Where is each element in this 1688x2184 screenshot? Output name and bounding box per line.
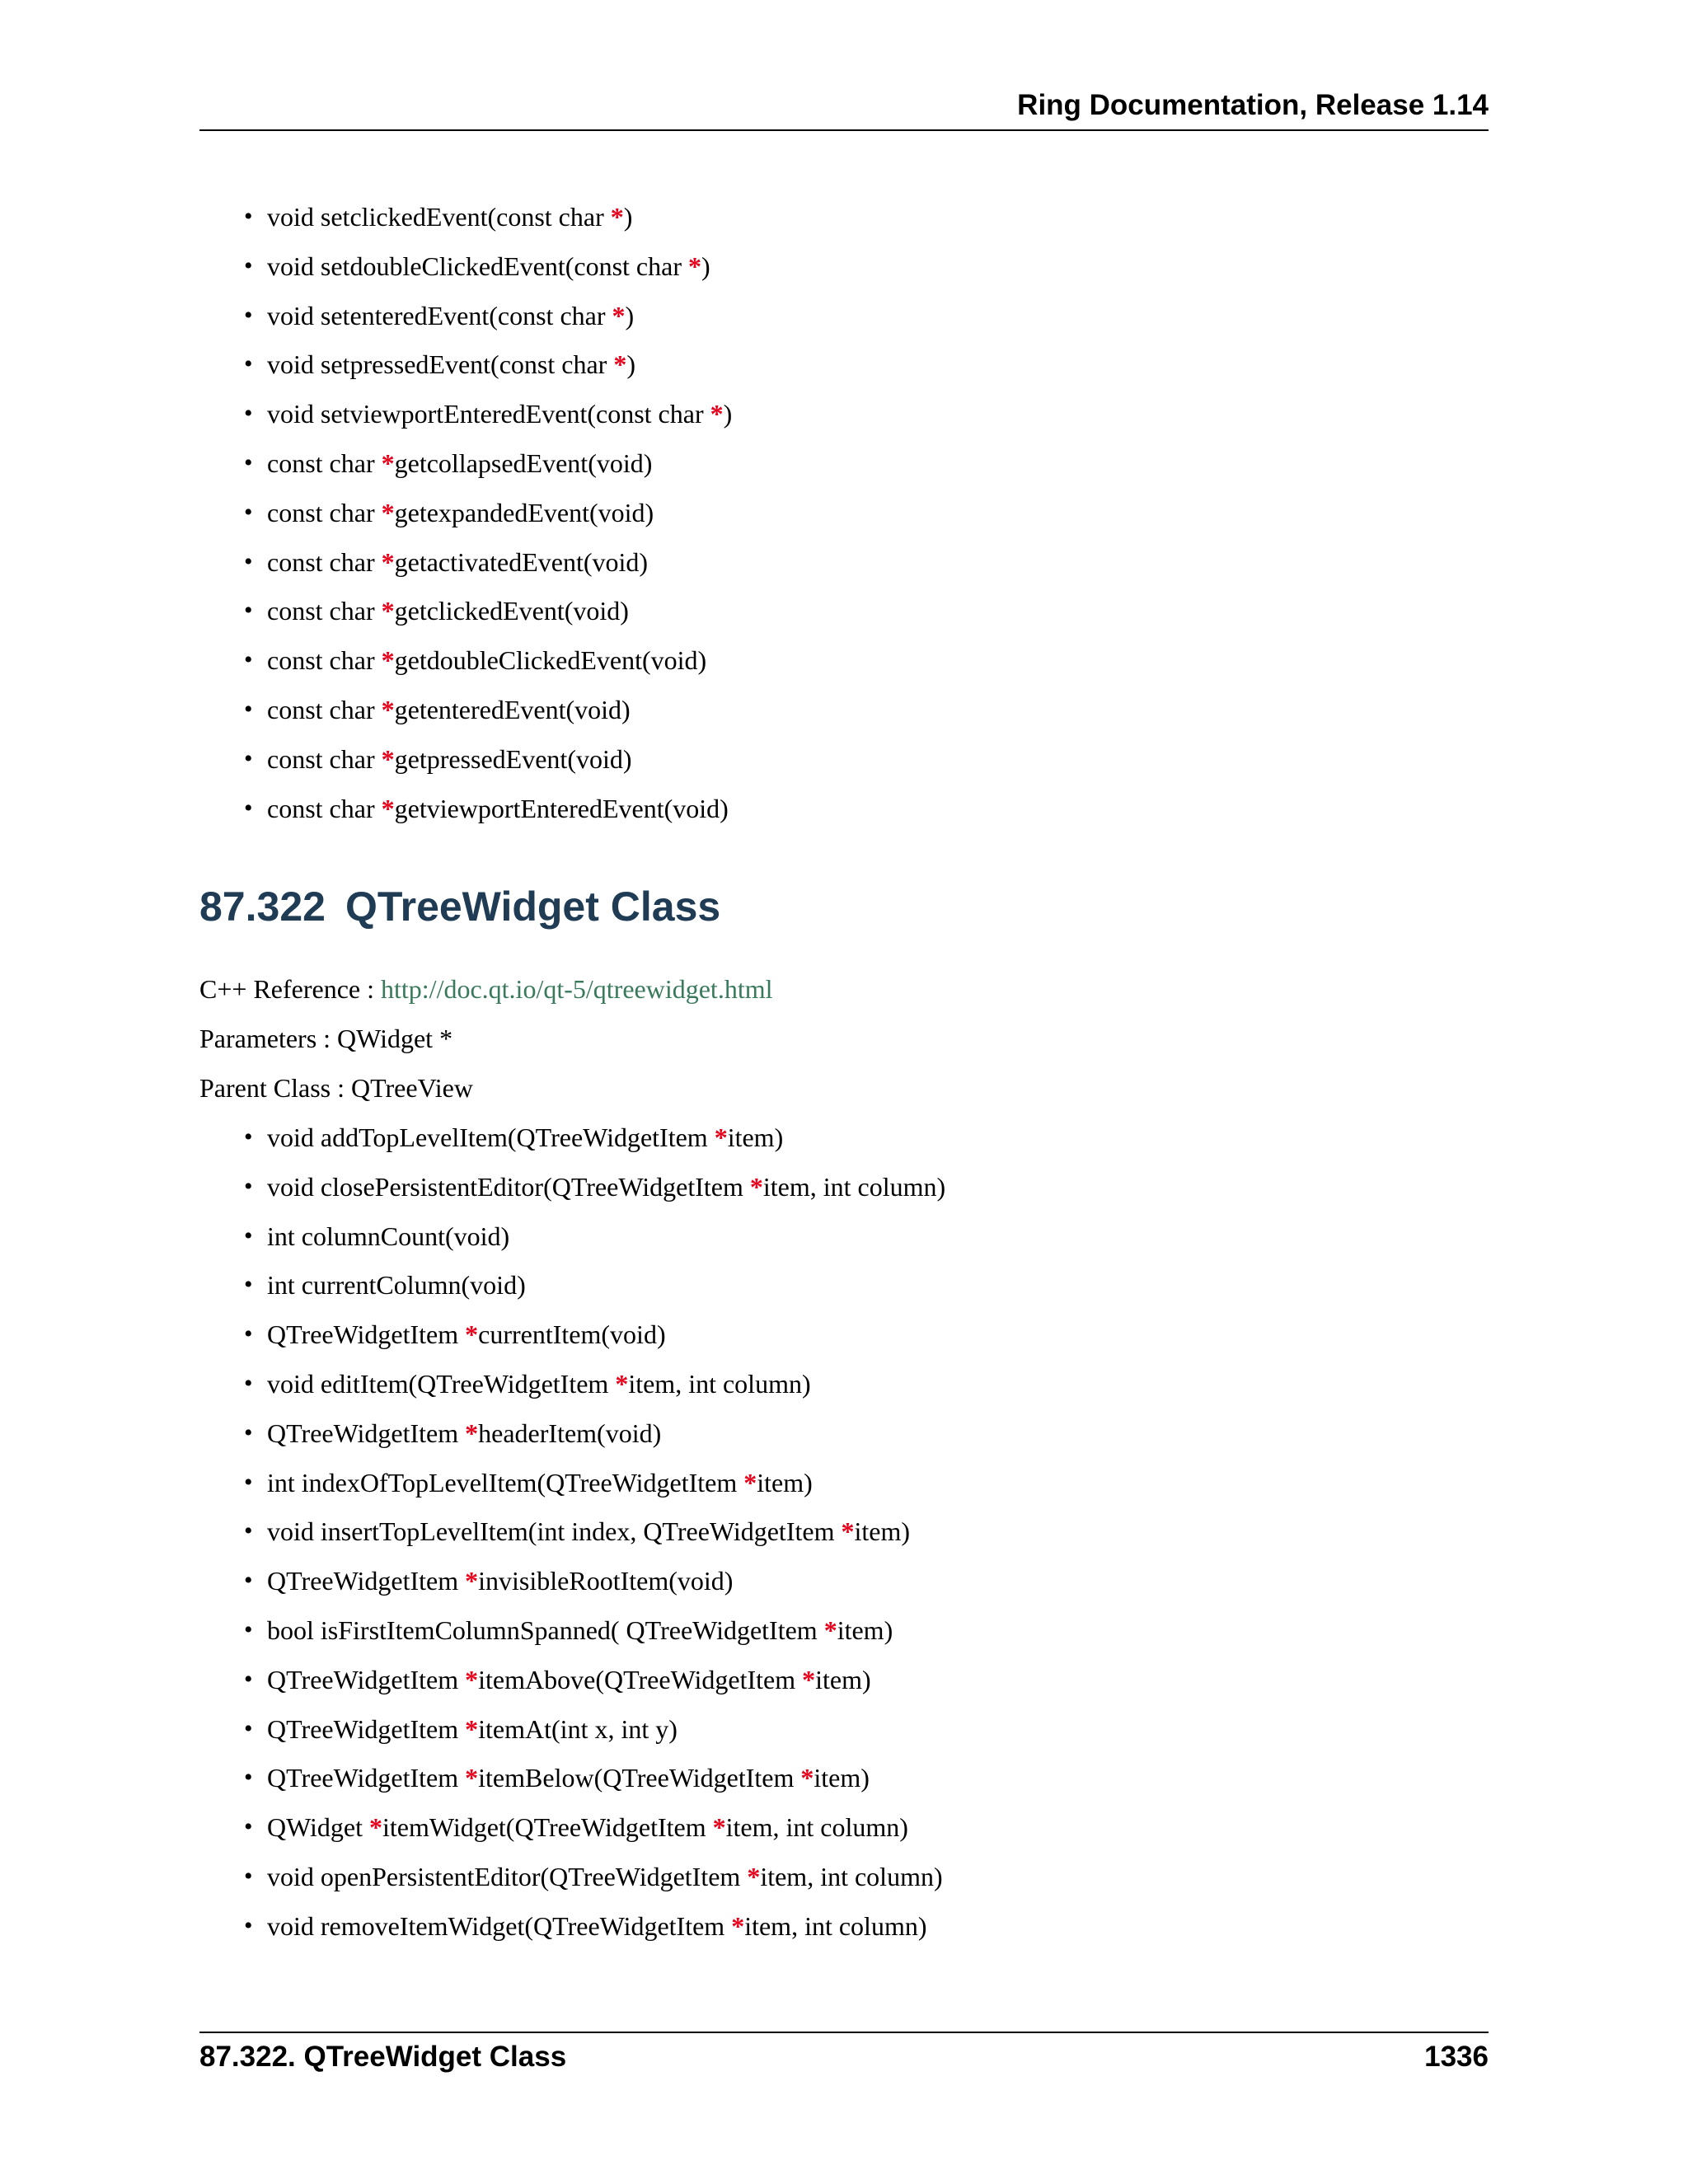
bullet-icon: • — [244, 203, 253, 230]
list-item — [244, 1162, 946, 1212]
item-text: const char — [267, 448, 382, 478]
page-number: 1336 — [1424, 2041, 1489, 2073]
footer-rule — [199, 2032, 1489, 2033]
item-text: ) — [625, 300, 635, 330]
pointer-asterisk: * — [369, 1812, 383, 1843]
pointer-asterisk: * — [712, 1812, 726, 1843]
pointer-asterisk: * — [381, 743, 395, 774]
pointer-asterisk: * — [381, 497, 395, 527]
list-item — [244, 1408, 662, 1458]
list-item — [244, 1901, 927, 1951]
item-text: itemBelow(QTreeWidgetItem — [478, 1763, 801, 1793]
item-text: getcollapsedEvent(void) — [394, 448, 653, 478]
item-text: headerItem(void) — [478, 1418, 662, 1448]
item-text: getviewportEnteredEvent(void) — [394, 793, 729, 823]
bullet-icon: • — [244, 1813, 253, 1841]
item-text: QTreeWidgetItem — [267, 1763, 466, 1793]
item-text: item, int column) — [762, 1171, 946, 1202]
bullet-icon: • — [244, 251, 253, 279]
section-title-text: QTreeWidget Class — [345, 883, 721, 930]
bullet-icon: • — [244, 1911, 253, 1939]
bullet-icon: • — [244, 597, 253, 625]
list-item — [244, 635, 707, 685]
list-item — [244, 1212, 510, 1261]
item-text: void setdoubleClickedEvent(const char — [267, 251, 688, 281]
item-text: item) — [814, 1763, 870, 1793]
bullet-icon: • — [244, 1271, 253, 1299]
list-item — [244, 586, 629, 635]
bullet-icon: • — [244, 449, 253, 476]
list-item — [244, 1458, 813, 1507]
running-header: Ring Documentation, Release 1.14 — [1017, 89, 1489, 121]
list-item — [244, 1605, 893, 1655]
item-text: int indexOfTopLevelItem(QTreeWidgetItem — [267, 1467, 744, 1497]
list-item — [244, 685, 631, 734]
pointer-asterisk: * — [802, 1664, 816, 1694]
parameters-line: Parameters : QWidget * — [199, 1024, 453, 1053]
pointer-asterisk: * — [465, 1319, 479, 1350]
item-text: void setviewportEnteredEvent(const char — [267, 399, 710, 429]
bullet-icon: • — [244, 1370, 253, 1397]
item-text: QTreeWidgetItem — [267, 1713, 466, 1744]
bullet-icon: • — [244, 1123, 253, 1151]
list-item — [244, 1310, 666, 1359]
list-item — [244, 340, 635, 389]
pointer-asterisk: * — [747, 1862, 761, 1891]
item-text: void setpressedEvent(const char — [267, 349, 614, 380]
pointer-asterisk: * — [743, 1467, 757, 1497]
item-text: void setclickedEvent(const char — [267, 202, 611, 232]
item-text: const char — [267, 793, 382, 823]
header-rule — [199, 129, 1489, 131]
list-item — [244, 734, 632, 784]
bullet-icon: • — [244, 696, 253, 723]
item-text: const char — [267, 497, 382, 527]
bullet-icon: • — [244, 1616, 253, 1643]
item-text: getpressedEvent(void) — [394, 743, 632, 774]
item-text: itemWidget(QTreeWidgetItem — [382, 1812, 713, 1843]
list-item — [244, 1113, 784, 1162]
pointer-asterisk: * — [381, 546, 395, 577]
list-item — [244, 291, 635, 340]
item-text: QWidget — [267, 1812, 370, 1843]
item-text: void removeItemWidget(QTreeWidgetItem — [267, 1910, 732, 1941]
item-text: ) — [723, 399, 733, 429]
list-item — [244, 1507, 910, 1556]
pointer-asterisk: * — [465, 1418, 479, 1448]
item-text: itemAt(int x, int y) — [478, 1713, 678, 1744]
section-number: 87.322 — [199, 883, 326, 930]
item-text: const char — [267, 695, 382, 724]
bullet-icon: • — [244, 1320, 253, 1348]
item-text: getenteredEvent(void) — [394, 695, 631, 724]
item-text: getclickedEvent(void) — [394, 596, 629, 626]
pointer-asterisk: * — [841, 1516, 855, 1547]
list-item — [244, 389, 733, 438]
list-item — [244, 1704, 678, 1754]
item-text: currentItem(void) — [478, 1319, 666, 1350]
pointer-asterisk: * — [613, 349, 627, 380]
item-text: getdoubleClickedEvent(void) — [394, 645, 707, 676]
bullet-icon: • — [244, 350, 253, 378]
pointer-asterisk: * — [687, 251, 701, 281]
bullet-icon: • — [244, 1863, 253, 1890]
item-text: ) — [701, 251, 710, 281]
bullet-icon: • — [244, 1665, 253, 1693]
item-text: ) — [626, 349, 635, 380]
pointer-asterisk: * — [749, 1171, 763, 1202]
bullet-icon: • — [244, 1221, 253, 1249]
pointer-asterisk: * — [731, 1910, 745, 1941]
pointer-asterisk: * — [465, 1763, 479, 1793]
item-text: item) — [815, 1664, 871, 1694]
pointer-asterisk: * — [610, 202, 624, 232]
bullet-icon: • — [244, 1172, 253, 1200]
pointer-asterisk: * — [465, 1664, 479, 1694]
pointer-asterisk: * — [800, 1763, 814, 1793]
list-item — [244, 1753, 870, 1802]
bullet-icon: • — [244, 1418, 253, 1446]
item-text: QTreeWidgetItem — [267, 1319, 466, 1350]
pointer-asterisk: * — [615, 1369, 629, 1399]
parent-class-line: Parent Class : QTreeView — [199, 1073, 473, 1103]
list-item — [244, 438, 653, 488]
list-item — [244, 1655, 871, 1704]
item-text: const char — [267, 596, 382, 626]
bullet-icon: • — [244, 1517, 253, 1545]
item-text: QTreeWidgetItem — [267, 1418, 466, 1448]
list-item — [244, 784, 729, 833]
list-item — [244, 1359, 811, 1408]
bullet-icon: • — [244, 794, 253, 822]
item-text: const char — [267, 743, 382, 774]
bullet-icon: • — [244, 646, 253, 674]
item-text: ) — [623, 202, 633, 232]
list-item — [244, 1260, 526, 1310]
bullet-icon: • — [244, 400, 253, 428]
list-item — [244, 537, 649, 587]
footer-section: 87.322. QTreeWidget Class — [199, 2041, 567, 2073]
item-text: const char — [267, 645, 382, 676]
item-text: QTreeWidgetItem — [267, 1566, 466, 1596]
item-text: item) — [757, 1467, 813, 1497]
item-text: void editItem(QTreeWidgetItem — [267, 1369, 616, 1399]
list-item — [244, 1802, 908, 1852]
item-text: item, int column) — [760, 1862, 943, 1891]
item-text: const char — [267, 546, 382, 577]
list-item — [244, 192, 633, 241]
bullet-icon: • — [244, 498, 253, 526]
bullet-icon: • — [244, 744, 253, 772]
item-text: getactivatedEvent(void) — [394, 546, 649, 577]
pointer-asterisk: * — [381, 695, 395, 724]
item-text: bool isFirstItemColumnSpanned( QTreeWidgetItem — [267, 1615, 824, 1645]
item-text: void addTopLevelItem(QTreeWidgetItem — [267, 1122, 715, 1152]
bullet-icon: • — [244, 1714, 253, 1742]
section-heading — [199, 882, 720, 931]
bullet-icon: • — [244, 1468, 253, 1496]
item-text: item) — [727, 1122, 784, 1152]
pointer-asterisk: * — [381, 645, 395, 676]
item-text: item, int column) — [725, 1812, 908, 1843]
pointer-asterisk: * — [381, 793, 395, 823]
bullet-icon: • — [244, 1764, 253, 1792]
reference-label: C++ Reference : — [199, 974, 381, 1004]
pointer-asterisk: * — [465, 1713, 479, 1744]
bullet-icon: • — [244, 1567, 253, 1595]
list-item — [244, 1852, 943, 1901]
item-text: QTreeWidgetItem — [267, 1664, 466, 1694]
list-item — [244, 1556, 734, 1605]
item-text: item, int column) — [744, 1910, 927, 1941]
pointer-asterisk: * — [612, 300, 626, 330]
cpp-reference — [199, 964, 772, 1014]
pointer-asterisk: * — [823, 1615, 837, 1645]
item-text: void openPersistentEditor(QTreeWidgetItem — [267, 1862, 748, 1891]
item-text: int columnCount(void) — [267, 1221, 510, 1251]
pointer-asterisk: * — [465, 1566, 479, 1596]
item-text: void insertTopLevelItem(int index, QTreeWidgetItem — [267, 1516, 842, 1547]
item-text: void setenteredEvent(const char — [267, 300, 612, 330]
item-text: item) — [837, 1615, 893, 1645]
list-item — [244, 488, 654, 537]
reference-link[interactable]: http://doc.qt.io/qt-5/qtreewidget.html — [381, 974, 773, 1004]
pointer-asterisk: * — [381, 448, 395, 478]
item-text: void closePersistentEditor(QTreeWidgetItem — [267, 1171, 750, 1202]
bullet-icon: • — [244, 301, 253, 329]
item-text: item, int column) — [628, 1369, 811, 1399]
pointer-asterisk: * — [714, 1122, 728, 1152]
item-text: int currentColumn(void) — [267, 1270, 526, 1301]
item-text: itemAbove(QTreeWidgetItem — [478, 1664, 803, 1694]
item-text: invisibleRootItem(void) — [478, 1566, 734, 1596]
item-text: getexpandedEvent(void) — [394, 497, 654, 527]
bullet-icon: • — [244, 547, 253, 575]
item-text: item) — [854, 1516, 910, 1547]
pointer-asterisk: * — [710, 399, 724, 429]
list-item — [244, 241, 710, 291]
pointer-asterisk: * — [381, 596, 395, 626]
